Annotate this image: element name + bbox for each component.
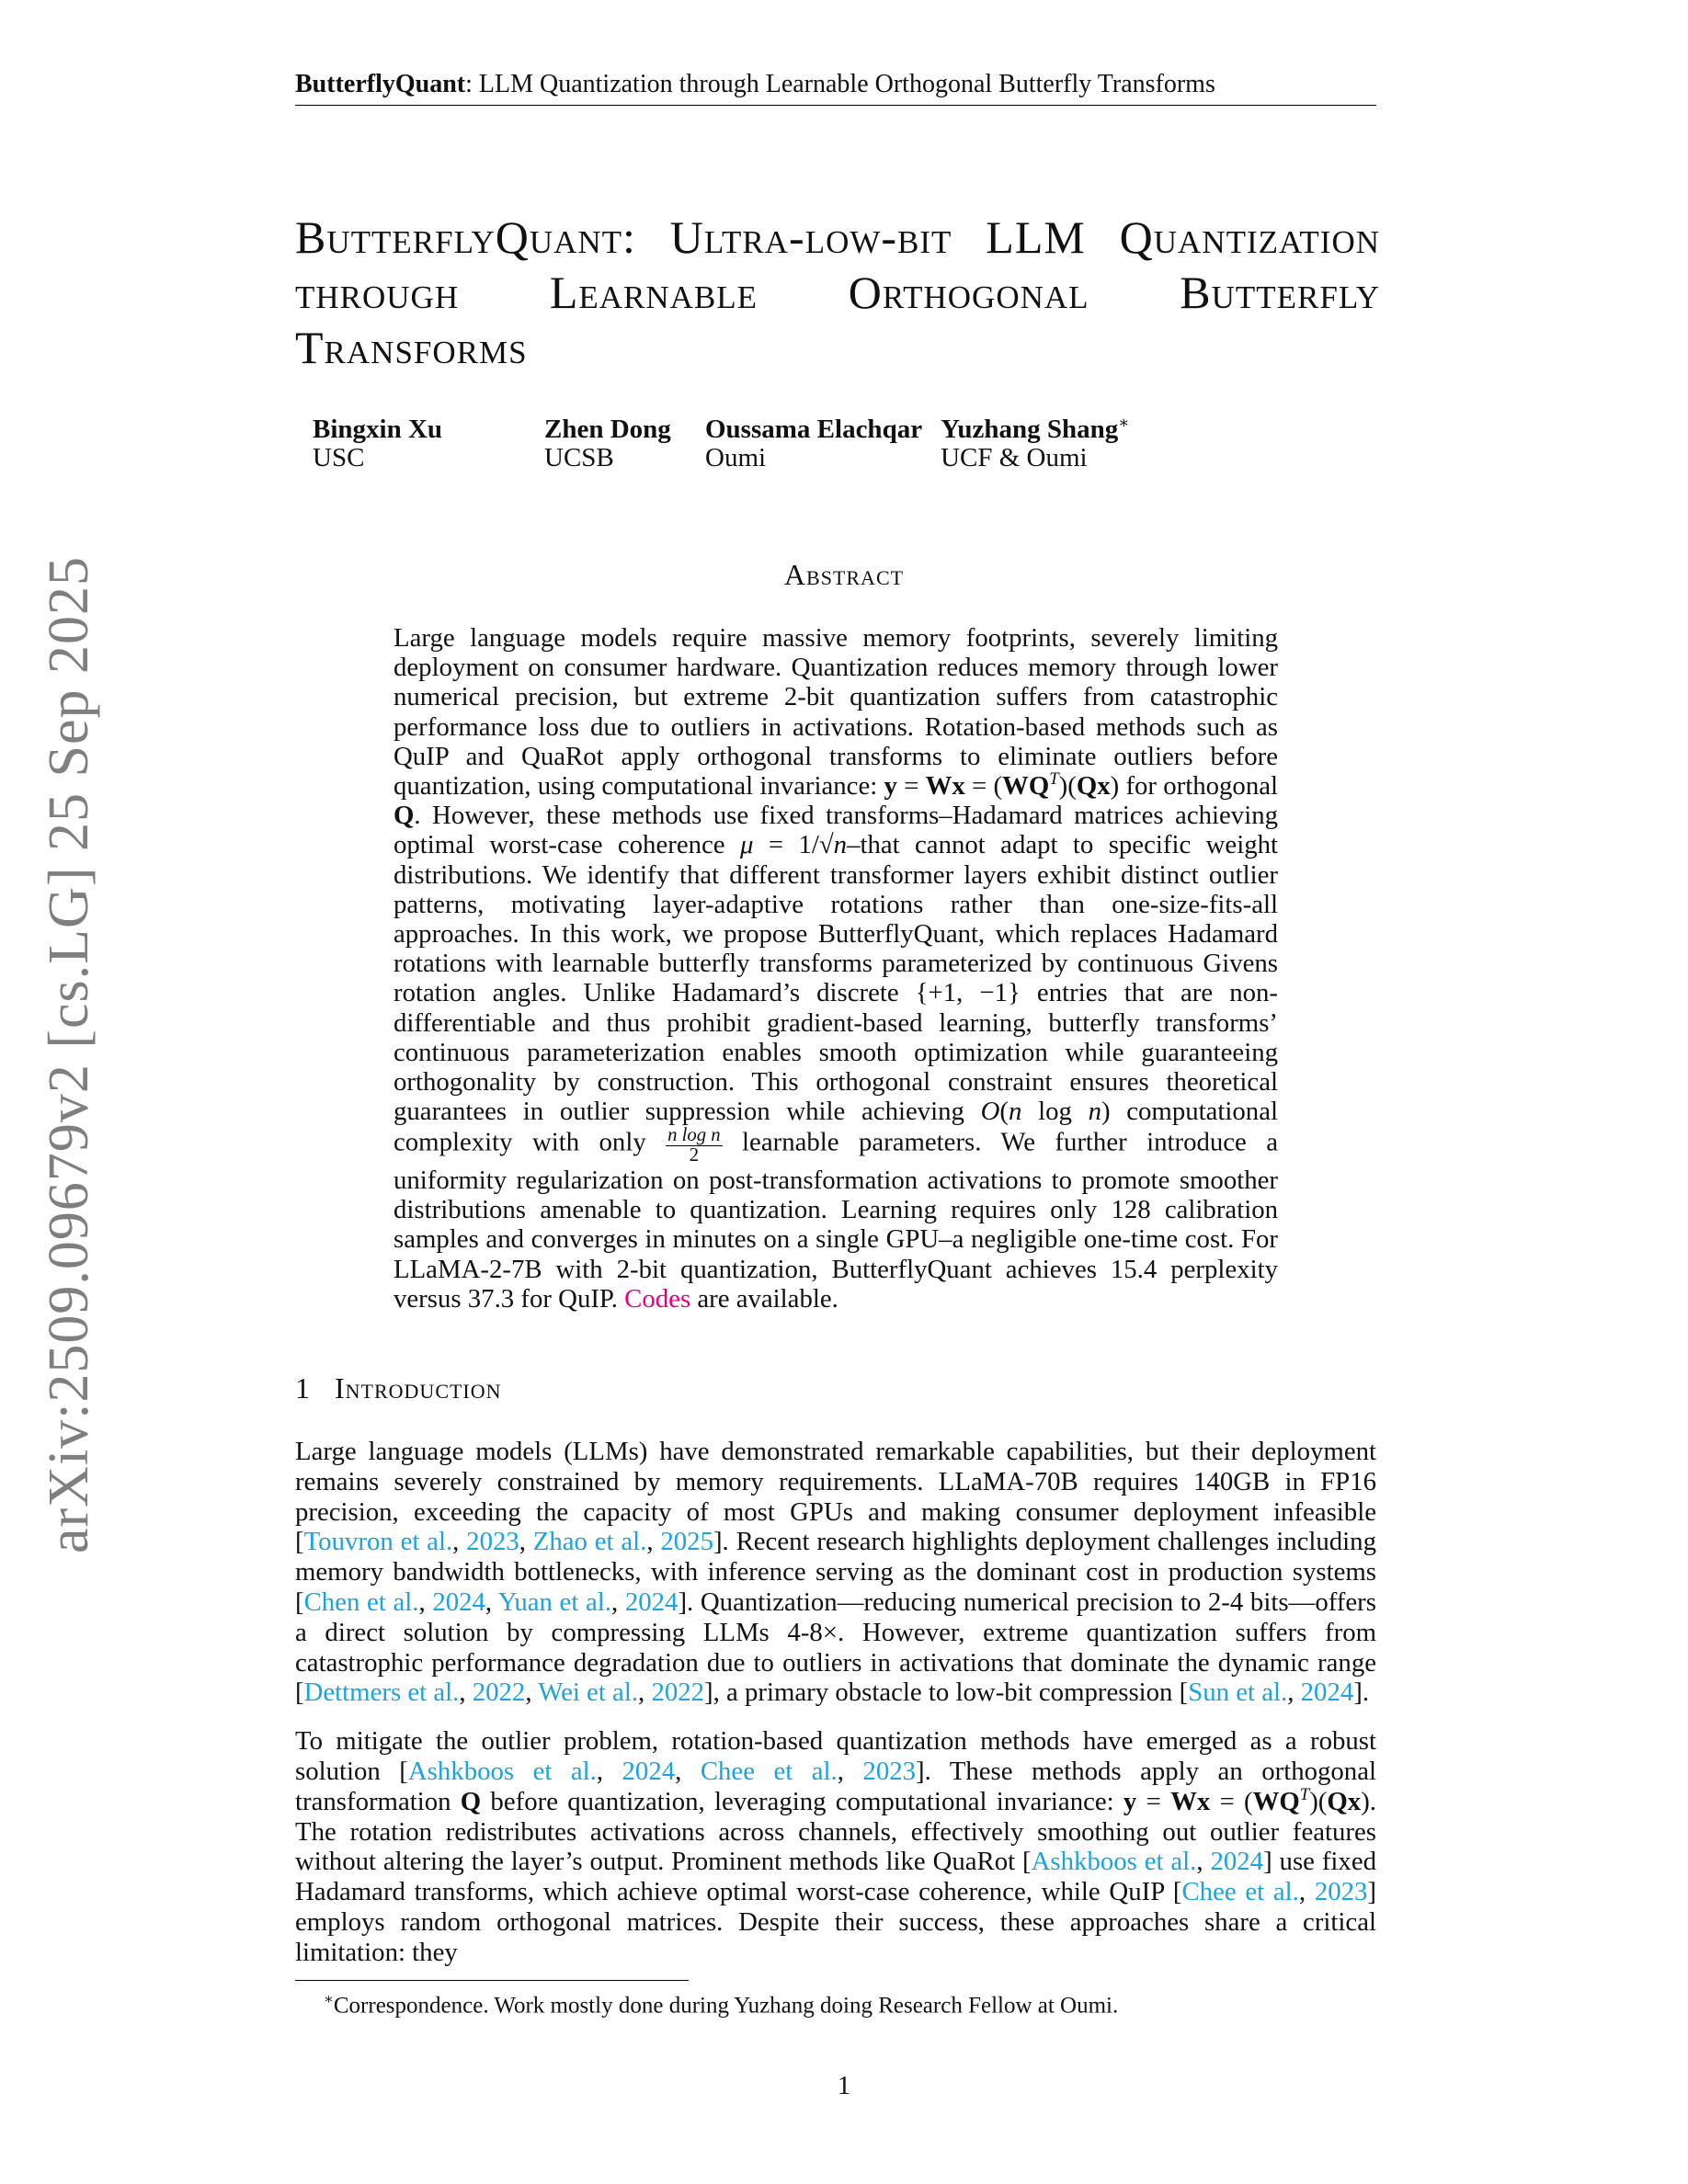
text-run: , — [646, 1527, 661, 1557]
text-run: , — [596, 1756, 622, 1786]
citation-link[interactable]: Ashkboos et al. — [1031, 1847, 1197, 1877]
math-bold: Wx — [925, 771, 965, 802]
text-run: ). The rotation redistributes activations across channels, effectively smoothing out outlier features without altering the layer’s output. Prominent methods like QuaRot [ — [295, 1786, 1376, 1877]
math-bold: Qx — [1327, 1786, 1362, 1816]
text-run: , — [1298, 1877, 1315, 1907]
text-run: before quantization, leveraging computational invariance: — [481, 1786, 1123, 1816]
arxiv-sidebar-stamp: arXiv:2509.09679v2 [cs.LG] 25 Sep 2025 — [38, 556, 100, 1553]
intro-paragraph-2 — [295, 1726, 1376, 1967]
text-run: , — [519, 1527, 533, 1557]
code-link[interactable]: Codes — [624, 1283, 691, 1314]
math-superscript: T — [1049, 768, 1059, 789]
text-run: Large language models (LLMs) have demonstrated remarkable capabilities, but their deployment remains severely constrained by memory requirements. LLaMA-70B requires 140GB in FP16 precision, exceeding the capacity of most GPUs and making consumer deployment infeasible [ — [295, 1436, 1376, 1557]
citation-link[interactable]: Chee et al. — [1181, 1877, 1299, 1907]
text-run: , — [525, 1678, 539, 1708]
text-run: ]. — [1353, 1678, 1370, 1708]
author-affiliation: USC — [313, 443, 365, 472]
math-italic: μ — [739, 830, 754, 860]
footnote-rule — [295, 1980, 689, 1981]
citation-link[interactable]: 2024 — [622, 1756, 676, 1786]
citation-link[interactable]: 2024 — [1210, 1847, 1264, 1877]
math-superscript: T — [1299, 1784, 1310, 1804]
text-run: , — [459, 1678, 473, 1708]
header-rule — [295, 105, 1376, 106]
paper-title: ButterflyQuant: Ultra-low-bit LLM Quantization through Learnable Orthogonal Butterfly Transforms — [295, 211, 1380, 373]
math-italic: O — [980, 1097, 1000, 1127]
author-name — [544, 415, 687, 444]
text-run: = — [896, 771, 926, 802]
text-run: = ( — [1210, 1786, 1253, 1816]
author-affiliation: Oumi — [705, 443, 767, 472]
text-run: ] use fixed Hadamard transforms, which achieve optimal worst-case coherence, while QuIP [ — [295, 1847, 1376, 1907]
text-run: ( — [999, 1097, 1009, 1127]
text-run: , — [610, 1587, 625, 1617]
text-run: . However, these methods use fixed transforms–Hadamard matrices achieving optimal worst-case coherence — [393, 801, 1278, 860]
citation-link[interactable]: Wei et al. — [538, 1678, 639, 1708]
citation-link[interactable]: Touvron et al. — [303, 1527, 453, 1557]
abstract-body — [393, 623, 1278, 1314]
citation-link[interactable]: 2025 — [660, 1527, 713, 1557]
math-italic: n — [1088, 1097, 1101, 1127]
text-run: computational complexity with only — [393, 1097, 1278, 1157]
author-name-text: Yuzhang Shang — [941, 415, 1119, 444]
section-title: Introduction — [335, 1371, 502, 1405]
author-name-text: Oussama Elachqar — [705, 415, 923, 444]
author-name — [941, 415, 1129, 444]
citation-link[interactable]: Sun et al. — [1188, 1678, 1288, 1708]
math-bold: WQ — [1252, 1786, 1300, 1816]
math-bold: y — [1123, 1786, 1137, 1816]
footnote — [324, 1986, 1688, 2019]
math-bold: Q — [393, 801, 415, 831]
text-run: Large language models require massive memory footprints, severely limiting deployment on consumer hardware. Quantization reduces memory through lower numerical precision, but extreme 2-bit quantization suffers from catastrophic performance loss due to outliers in activations. Rotation-based methods such as QuIP and QuaRot apply orthogonal transforms to eliminate outliers before quantization, using computational invariance: — [393, 623, 1278, 802]
page-body — [0, 210, 1688, 2101]
text-run: ) for orthogonal — [1110, 771, 1279, 802]
author-name — [705, 415, 922, 444]
author-affiliation: UCSB — [544, 443, 614, 472]
text-run: learnable parameters. We further introduce a uniformity regularization on post-transformation activations to promote smoother distributions amenable to quantization. Learning requires only 128 calibration samples and converges in minutes on a single GPU–a negligible one-time cost. For LLaMA-2-7B with 2-bit quantization, ButterflyQuant achieves 15.4 perplexity versus 37.3 for QuIP. — [393, 1127, 1278, 1314]
abstract-heading: Abstract — [783, 558, 905, 591]
citation-link[interactable]: Yuan et al. — [497, 1587, 611, 1617]
fraction-denominator: 2 — [689, 1145, 700, 1166]
math-bold: WQ — [1002, 771, 1050, 802]
footnote-text: Correspondence. Work mostly done during Yuzhang doing Research Fellow at Oumi. — [333, 1993, 1119, 2019]
math-bold: Wx — [1170, 1786, 1211, 1816]
section-heading — [295, 1371, 1688, 1405]
author-name-text: Bingxin Xu — [313, 415, 443, 444]
citation-link[interactable]: Zhao et al. — [532, 1527, 647, 1557]
text-run: –that cannot adapt to specific weight distributions. We identify that different transformer layers exhibit distinct outlier patterns, motivating layer-adaptive rotations rather than one-size-fits-all approaches. In this work, we propose ButterflyQuant, which replaces Hadamard rotations with learnable butterfly transforms parameterized by continuous Givens rotation angles. Unlike Hadamard’s discrete {+1, −1} entries that are non-differentiable and thus prohibit gradient-based learning, butterfly transforms’ continuous parameterization enables smooth optimization while guaranteeing orthogonality by construction. This orthogonal constraint ensures theoretical guarantees in outlier suppression while achieving — [393, 830, 1279, 1127]
math-fraction — [666, 1126, 723, 1165]
running-head-bold: ButterflyQuant — [295, 70, 466, 98]
author-name-text: Zhen Dong — [544, 415, 671, 444]
running-head — [295, 70, 1376, 99]
fraction-numerator: n log n — [667, 1125, 721, 1146]
citation-link[interactable]: 2024 — [1300, 1678, 1354, 1708]
math-bold: Qx — [1076, 771, 1111, 802]
author — [544, 415, 705, 472]
citation-link[interactable]: 2024 — [432, 1587, 485, 1617]
text-run: are available. — [690, 1283, 838, 1314]
footnote-mark: ∗ — [324, 1992, 334, 2008]
text-run: ], a primary obstacle to low-bit compression [ — [704, 1678, 1189, 1708]
text-run: , — [1287, 1678, 1301, 1708]
author-mark: ∗ — [1118, 413, 1130, 432]
text-run: , — [418, 1587, 433, 1617]
text-run: , — [837, 1756, 863, 1786]
text-run: = ( — [964, 771, 1003, 802]
math-italic: n — [833, 830, 848, 860]
text-run: To mitigate the outlier problem, rotation-based quantization methods have emerged as a robust solution [ — [295, 1726, 1376, 1786]
author — [705, 415, 941, 472]
citation-link[interactable]: Ashkboos et al. — [407, 1756, 597, 1786]
author-affiliation: UCF & Oumi — [941, 443, 1088, 472]
text-run: , — [452, 1527, 467, 1557]
text-run: ] employs random orthogonal matrices. Despite their success, these approaches share a critical limitation: they — [295, 1877, 1376, 1967]
text-run: )( — [1309, 1786, 1328, 1816]
citation-link[interactable]: 2022 — [651, 1678, 705, 1708]
page-number: 1 — [837, 2070, 851, 2100]
citation-link[interactable]: Dettmers et al. — [303, 1678, 460, 1708]
citation-link[interactable]: Chen et al. — [303, 1587, 419, 1617]
citation-link[interactable]: 2024 — [624, 1587, 679, 1617]
citation-link[interactable]: 2023 — [1314, 1877, 1368, 1907]
intro-paragraph-1 — [295, 1437, 1376, 1708]
running-head-rest: : LLM Quantization through Learnable Orthogonal Butterfly Transforms — [465, 70, 1215, 98]
math-bold: y — [884, 771, 897, 802]
citation-link[interactable]: 2023 — [466, 1527, 519, 1557]
text-run: , — [1196, 1847, 1211, 1877]
citation-link[interactable]: Chee et al. — [700, 1756, 838, 1786]
text-run: ) — [1101, 1097, 1111, 1127]
text-run: ]. Quantization—reducing numerical precision to 2-4 bits—offers a direct solution by compressing LLMs 4-8×. However, extreme quantization suffers from catastrophic performance degradation due to outliers in activations that dominate the dynamic range [ — [295, 1587, 1376, 1708]
text-run: , — [638, 1678, 652, 1708]
text-run: = 1/√ — [753, 830, 834, 860]
author-list — [313, 415, 1688, 472]
text-run: , — [485, 1587, 498, 1617]
citation-link[interactable]: 2022 — [472, 1678, 526, 1708]
author — [941, 415, 1147, 472]
math-italic: n — [1009, 1097, 1022, 1127]
author — [313, 415, 544, 472]
author-name — [313, 415, 526, 444]
text-run: ]. Recent research highlights deployment challenges including memory bandwidth bottlenecks, with inference serving as the dominant cost in production systems [ — [295, 1527, 1376, 1617]
text-run: log — [1021, 1097, 1089, 1127]
text-run: , — [675, 1756, 701, 1786]
text-run: = — [1136, 1786, 1171, 1816]
math-bold: Q — [460, 1786, 482, 1816]
citation-link[interactable]: 2023 — [862, 1756, 917, 1786]
text-run: )( — [1058, 771, 1077, 802]
section-number: 1 — [295, 1371, 311, 1405]
text-run: ]. These methods apply an orthogonal transformation — [295, 1756, 1376, 1816]
